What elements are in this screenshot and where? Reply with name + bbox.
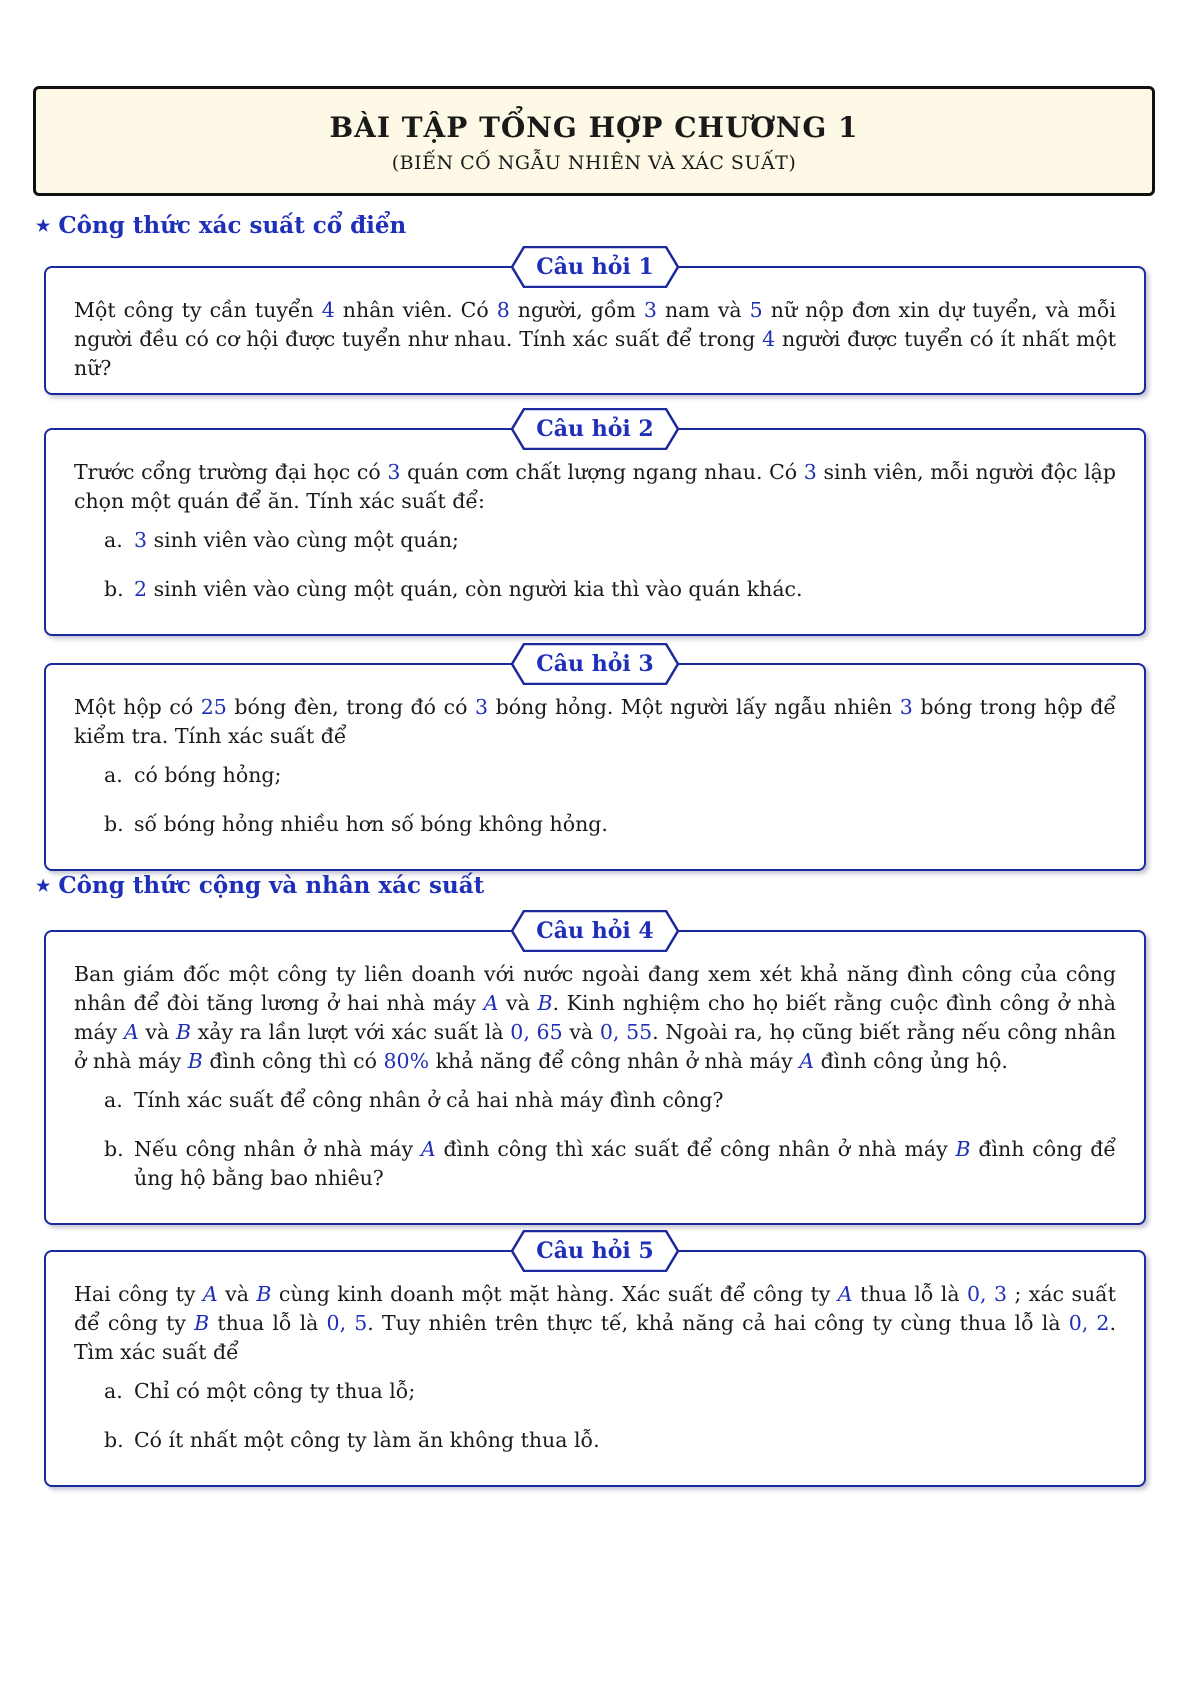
sub-question — [74, 1377, 1116, 1406]
math-variable: A — [799, 1049, 815, 1073]
question-label: Câu hỏi 5 — [536, 1238, 654, 1264]
math-variable: B — [537, 991, 553, 1015]
math-number: 3 — [387, 460, 401, 484]
text-run: sinh viên vào cùng một quán, còn người kia thì vào quán khác. — [147, 577, 803, 601]
text-run: quán cơm chất lượng ngang nhau. Có — [400, 460, 804, 484]
sub-question-list — [74, 1086, 1116, 1193]
title-box — [33, 86, 1155, 196]
math-number: 0, 65 — [510, 1020, 563, 1044]
text-run: có bóng hỏng; — [134, 763, 282, 787]
math-number: 2 — [134, 577, 148, 601]
sub-question-list — [74, 761, 1116, 839]
math-variable: B — [194, 1311, 210, 1335]
math-number: 4 — [762, 327, 776, 351]
page-title: BÀI TẬP TỔNG HỢP CHƯƠNG 1 — [329, 111, 859, 144]
math-number: 3 — [134, 528, 148, 552]
sub-question-list — [74, 526, 1116, 604]
text-run: đình công thì xác suất để công nhân ở nhà máy — [435, 1137, 956, 1161]
math-number: 5 — [749, 298, 763, 322]
question-label-tag — [510, 408, 680, 450]
math-number: 25 — [200, 695, 227, 719]
question-box-3 — [44, 651, 1146, 871]
text-run: và — [138, 1020, 176, 1044]
text-run: cùng kinh doanh một mặt hàng. Xác suất để công ty — [271, 1282, 838, 1306]
math-variable: B — [256, 1282, 272, 1306]
question-box-4 — [44, 918, 1146, 1225]
text-run: Một công ty cần tuyển — [74, 298, 322, 322]
math-number: 3 — [474, 695, 489, 719]
star-icon: ★ — [36, 876, 51, 895]
math-variable: B — [187, 1049, 203, 1073]
math-number: 0, 2 — [1068, 1311, 1110, 1335]
text-run: đình công ủng hộ. — [814, 1049, 1008, 1073]
math-variable: A — [837, 1282, 853, 1306]
text-run: bóng trong hộp để kiểm tra. Tính xác suất để — [74, 695, 1116, 748]
math-variable: B — [175, 1020, 192, 1044]
text-run: đình công để ủng hộ bằng bao nhiêu? — [134, 1137, 1116, 1190]
math-number: 80% — [383, 1049, 430, 1073]
question-box-2 — [44, 416, 1146, 636]
text-run: số bóng hỏng nhiều hơn số bóng không hỏng. — [134, 812, 608, 836]
math-number: 0, 5 — [326, 1311, 368, 1335]
text-run: . Ngoài ra, họ cũng biết rằng nếu công nhân ở nhà máy — [74, 1020, 1117, 1073]
text-run: sinh viên, mỗi người độc lập chọn một quán để ăn. Tính xác suất để: — [74, 460, 1116, 513]
text-run: Ban giám đốc một công ty liên doanh với nước ngoài đang xem xét khả năng đình công của công nhân để đòi tăng lương ở hai nhà máy — [74, 962, 1116, 1015]
text-run: nam và — [656, 298, 750, 322]
question-text — [74, 1280, 1116, 1367]
text-run: ; xác suất để công ty — [74, 1282, 1116, 1335]
math-variable: A — [420, 1137, 436, 1161]
math-variable: A — [202, 1282, 218, 1306]
text-run: sinh viên vào cùng một quán; — [147, 528, 459, 552]
question-label: Câu hỏi 1 — [536, 254, 654, 280]
sub-question-marker: a. — [104, 763, 123, 787]
text-run: . Kinh nghiệm cho họ biết rằng cuộc đình công ở nhà máy — [74, 991, 1116, 1044]
text-run: . Tuy nhiên trên thực tế, khả năng cả hai công ty cùng thua lỗ là — [367, 1311, 1069, 1335]
section-title-addition — [36, 872, 484, 899]
star-icon: ★ — [36, 216, 51, 235]
sub-question — [74, 1135, 1116, 1193]
section-title-classical — [36, 212, 406, 239]
text-run: bóng đèn, trong đó có — [226, 695, 475, 719]
text-run: Trước cổng trường đại học có — [74, 460, 388, 484]
question-label-tag — [510, 643, 680, 685]
question-text — [74, 693, 1116, 751]
sub-question-marker: b. — [104, 1428, 124, 1452]
sub-question — [74, 1426, 1116, 1455]
math-number: 8 — [496, 298, 510, 322]
sub-question-marker: b. — [104, 1137, 124, 1161]
sub-question — [74, 761, 1116, 790]
text-run: Chỉ có một công ty thua lỗ; — [134, 1379, 416, 1403]
question-label-tag — [510, 910, 680, 952]
question-box-1 — [44, 254, 1146, 395]
page-subtitle: (BIẾN CỐ NGẪU NHIÊN VÀ XÁC SUẤT) — [391, 152, 797, 174]
text-run: bóng hỏng. Một người lấy ngẫu nhiên — [488, 695, 900, 719]
text-run: Tính xác suất để công nhân ở cả hai nhà máy đình công? — [134, 1088, 724, 1112]
question-label: Câu hỏi 3 — [536, 651, 654, 677]
sub-question-list — [74, 1377, 1116, 1455]
math-number: 4 — [321, 298, 335, 322]
question-label-tag — [510, 1230, 680, 1272]
question-label: Câu hỏi 4 — [536, 918, 654, 944]
section-title-text: Công thức cộng và nhân xác suất — [58, 872, 485, 899]
sub-question-marker: b. — [104, 812, 124, 836]
math-number: 0, 55 — [599, 1020, 653, 1044]
text-run: đình công thì có — [202, 1049, 384, 1073]
question-label: Câu hỏi 2 — [536, 416, 654, 442]
text-run: thua lỗ là — [852, 1282, 967, 1306]
section-title-text: Công thức xác suất cổ điển — [58, 212, 407, 239]
sub-question — [74, 575, 1116, 604]
math-number: 0, 3 — [966, 1282, 1008, 1306]
sub-question — [74, 526, 1116, 555]
sub-question-marker: b. — [104, 577, 124, 601]
question-label-tag — [510, 246, 680, 288]
question-text — [74, 458, 1116, 516]
text-run: Có ít nhất một công ty làm ăn không thua lỗ. — [134, 1428, 600, 1452]
text-run: nhân viên. Có — [334, 298, 497, 322]
text-run: Nếu công nhân ở nhà máy — [134, 1137, 421, 1161]
text-run: và — [498, 991, 538, 1015]
math-number: 3 — [899, 695, 913, 719]
sub-question-marker: a. — [104, 1379, 123, 1403]
text-run: Một hộp có — [74, 695, 201, 719]
math-variable: A — [123, 1020, 139, 1044]
text-run: nữ nộp đơn xin dự tuyển, và mỗi người đều có cơ hội được tuyển như nhau. Tính xác suất để trong — [74, 298, 1116, 351]
question-box-5 — [44, 1238, 1146, 1487]
text-run: khả năng để công nhân ở nhà máy — [429, 1049, 800, 1073]
text-run: người được tuyển có ít nhất một nữ? — [74, 327, 1117, 380]
text-run: thua lỗ là — [209, 1311, 327, 1335]
text-run: và — [562, 1020, 600, 1044]
sub-question — [74, 1086, 1116, 1115]
math-variable: B — [955, 1137, 971, 1161]
sub-question-marker: a. — [104, 1088, 123, 1112]
math-variable: A — [483, 991, 499, 1015]
text-run: Hai công ty — [74, 1282, 203, 1306]
sub-question — [74, 810, 1116, 839]
text-run: người, gồm — [509, 298, 644, 322]
text-run: xảy ra lần lượt với xác suất là — [191, 1020, 511, 1044]
math-number: 3 — [803, 460, 817, 484]
sub-question-marker: a. — [104, 528, 123, 552]
question-text — [74, 296, 1116, 383]
text-run: . Tìm xác suất để — [74, 1311, 1116, 1364]
math-number: 3 — [643, 298, 657, 322]
text-run: và — [217, 1282, 257, 1306]
question-text — [74, 960, 1116, 1076]
